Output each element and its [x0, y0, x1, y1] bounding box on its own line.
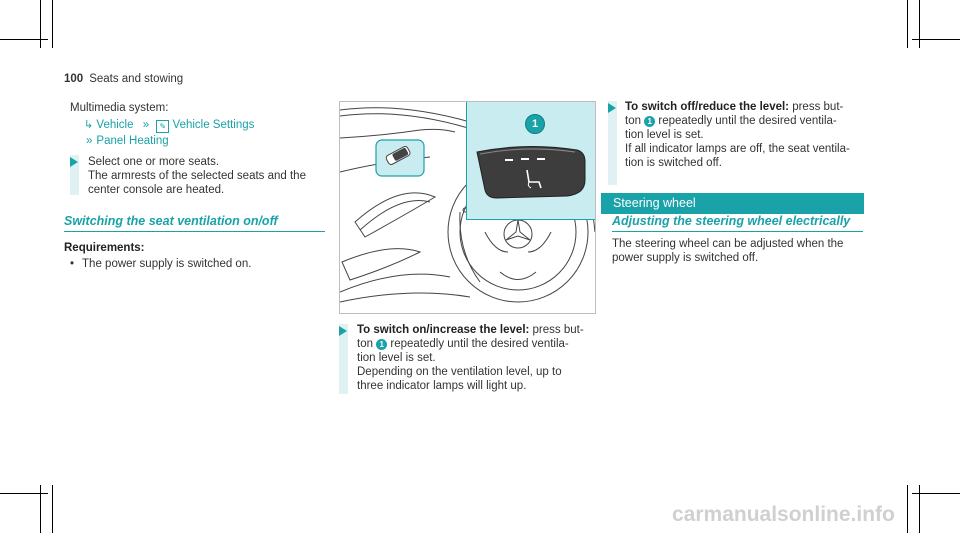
step-line: tion level is set.: [357, 352, 436, 364]
page-number: 100: [64, 73, 84, 85]
step-switch-off: [625, 100, 865, 170]
step-bold: To switch off/reduce the level:: [625, 101, 790, 113]
step-text: repeatedly until the desired ventila-: [655, 115, 837, 127]
crop-mark: [52, 0, 53, 48]
step-line: If all indicator lamps are off, the seat ventila-: [625, 143, 850, 155]
step-line: Select one or more seats.: [88, 156, 220, 168]
step-text: ton: [625, 115, 645, 127]
step-line: center console are heated.: [88, 184, 225, 196]
watermark: carmanualsonline.info: [672, 503, 895, 526]
crop-mark: [52, 485, 53, 533]
step-line: [625, 114, 865, 128]
step-arrow-icon: [608, 103, 616, 113]
step-line: tion is switched off.: [625, 157, 722, 169]
step-bar: [608, 101, 617, 185]
callout-badge: 1: [644, 116, 655, 127]
section-heading: Adjusting the steering wheel electrically: [612, 214, 851, 228]
callout-badge: 1: [376, 339, 387, 350]
heading-rule: [64, 231, 325, 232]
bullet-icon: •: [70, 258, 75, 270]
crop-mark: [912, 493, 960, 494]
nav-path-line1: [84, 118, 254, 133]
crop-mark: [907, 0, 908, 48]
step-line: Depending on the ventilation level, up to: [357, 366, 562, 378]
page-header: [64, 73, 183, 85]
heading-rule: [612, 231, 863, 232]
step-select-seats: [88, 155, 306, 197]
paragraph: [612, 237, 843, 265]
nav-item-vehicle-settings[interactable]: Vehicle Settings: [172, 119, 255, 131]
illustration-frame: [339, 101, 596, 314]
crop-mark: [0, 39, 48, 40]
double-chevron-icon: »: [86, 135, 93, 147]
section-heading: Switching the seat ventilation on/off: [64, 214, 278, 228]
requirements-title: Requirements:: [64, 242, 145, 254]
step-bold: To switch on/increase the level:: [357, 324, 530, 336]
step-line: tion level is set.: [625, 129, 704, 141]
paragraph-line: power supply is switched off.: [612, 252, 759, 264]
banner-title: Steering wheel: [613, 196, 696, 210]
crop-mark: [919, 0, 920, 48]
step-text: ton: [357, 338, 377, 350]
step-line: The armrests of the selected seats and the: [88, 170, 306, 182]
step-line: [357, 323, 597, 337]
paragraph-line: The steering wheel can be adjusted when the: [612, 238, 844, 250]
crop-mark: [907, 485, 908, 533]
requirement-item: [70, 257, 251, 271]
step-arrow-icon: [339, 326, 347, 336]
crop-mark: [40, 0, 41, 48]
intro-text: Multimedia system:: [70, 102, 169, 114]
step-text: repeatedly until the desired ventila-: [387, 338, 569, 350]
nav-item-vehicle[interactable]: Vehicle: [96, 119, 134, 131]
step-line: [625, 100, 865, 114]
crop-mark: [0, 493, 48, 494]
step-switch-on: [357, 323, 597, 393]
crop-mark: [912, 39, 960, 40]
section-title: Seats and stowing: [89, 73, 184, 85]
callout-panel: [466, 102, 596, 220]
step-line: [357, 337, 597, 351]
nav-path-line2: [86, 134, 169, 148]
seat-settings-icon: ✎: [156, 120, 169, 133]
double-chevron-icon: »: [142, 119, 150, 131]
step-arrow-icon: [70, 157, 78, 167]
step-line: three indicator lamps will light up.: [357, 380, 527, 392]
nav-item-panel-heating[interactable]: Panel Heating: [96, 135, 169, 147]
section-banner: [601, 193, 864, 214]
step-text: press but-: [789, 101, 844, 113]
callout-number: 1: [531, 118, 539, 130]
callout-number-badge: [525, 114, 545, 134]
return-arrow-icon: ↳: [84, 119, 94, 131]
step-text: press but-: [529, 324, 584, 336]
requirement-text: The power supply is switched on.: [82, 258, 252, 270]
